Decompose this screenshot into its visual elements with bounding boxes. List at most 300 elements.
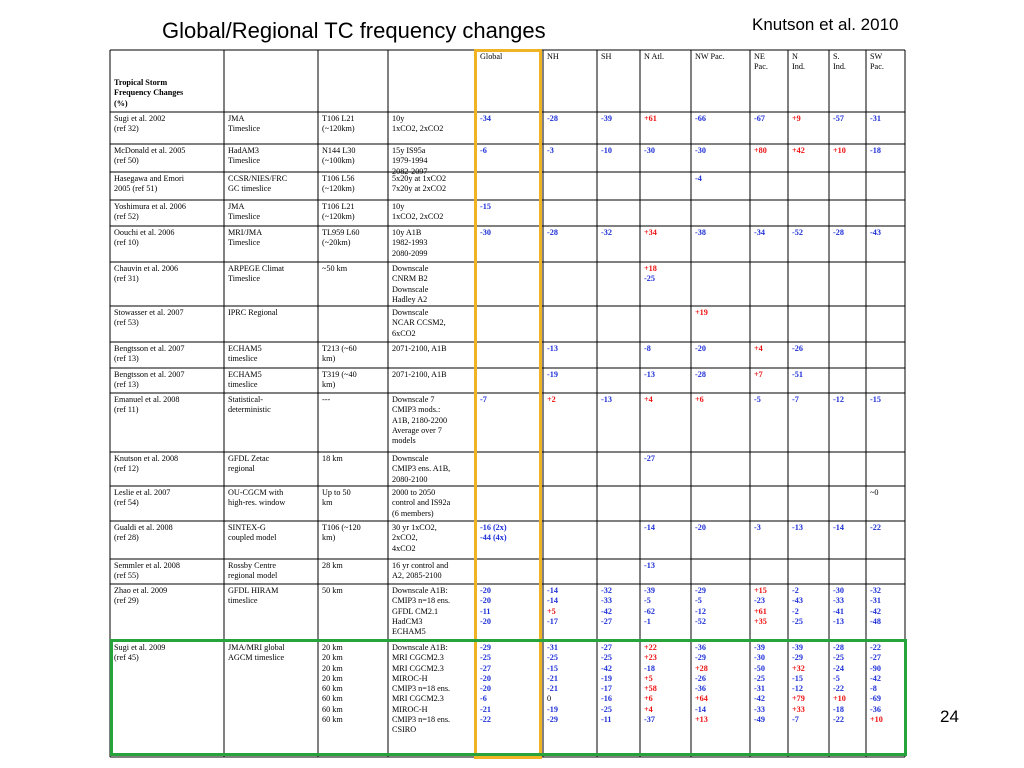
region-header: NW Pac. bbox=[695, 52, 725, 61]
value-cell-line: -31 bbox=[870, 114, 881, 123]
value-cell-line: -29 bbox=[792, 653, 803, 663]
study-cell bbox=[114, 344, 185, 365]
value-cell-line: -18 bbox=[870, 146, 881, 155]
value-cell bbox=[754, 523, 761, 533]
region-header bbox=[870, 52, 884, 73]
value-cell-line: -20 bbox=[480, 616, 491, 626]
study-cell-line: (ref 12) bbox=[114, 464, 139, 474]
value-cell bbox=[792, 146, 805, 156]
experiment-cell-line: CMIP3 n=18 ens. bbox=[392, 596, 451, 606]
resolution-cell-line: T106 L21 bbox=[322, 114, 355, 123]
value-cell-line: -5 bbox=[833, 673, 840, 683]
value-cell-line: 0 bbox=[547, 694, 552, 704]
study-cell-line: Knutson et al. 2008 bbox=[114, 454, 179, 463]
model-cell-line: high-res. window bbox=[228, 498, 286, 508]
study-cell-line: (ref 29) bbox=[114, 596, 139, 606]
region-header bbox=[792, 52, 805, 73]
model-cell-line: GFDL Zetac bbox=[228, 454, 270, 463]
model-cell bbox=[228, 308, 278, 318]
resolution-cell-line: 20 km bbox=[322, 653, 343, 663]
model-cell-line: ARPEGE Climat bbox=[228, 264, 285, 273]
value-cell-line: -31 bbox=[754, 684, 765, 694]
value-cell-line: -19 bbox=[601, 673, 612, 683]
value-cell-line: +61 bbox=[754, 606, 767, 616]
experiment-cell-line: models bbox=[392, 436, 416, 446]
value-cell-line: -8 bbox=[644, 344, 651, 353]
value-cell-line: -42 bbox=[870, 606, 881, 616]
value-cell bbox=[870, 586, 881, 627]
value-cell-line: -27 bbox=[644, 454, 655, 463]
value-cell-line: +18 bbox=[644, 264, 657, 273]
value-cell bbox=[792, 114, 801, 124]
value-cell-line: -25 bbox=[547, 653, 558, 663]
header-label bbox=[114, 78, 183, 109]
experiment-cell bbox=[392, 308, 446, 339]
study-cell-line: Bengtsson et al. 2007 bbox=[114, 370, 185, 379]
resolution-cell-line: km) bbox=[322, 354, 336, 364]
value-cell-line: +4 bbox=[754, 344, 763, 353]
model-cell bbox=[228, 114, 260, 135]
value-cell bbox=[644, 264, 657, 285]
study-cell-line: (ref 52) bbox=[114, 212, 139, 222]
study-cell-line: Sugi et al. 2009 bbox=[114, 643, 166, 652]
value-cell-line: -69 bbox=[870, 694, 881, 704]
model-cell bbox=[228, 488, 285, 509]
value-cell-line: +10 bbox=[833, 146, 846, 155]
model-cell-line: IPRC Regional bbox=[228, 308, 278, 317]
value-cell-line: -20 bbox=[480, 673, 491, 683]
value-cell-line: -22 bbox=[833, 684, 844, 694]
experiment-cell-line: Downscale bbox=[392, 264, 429, 273]
value-cell-line: -25 bbox=[601, 704, 612, 714]
value-cell bbox=[833, 523, 844, 533]
value-cell-line: -13 bbox=[644, 370, 655, 379]
value-cell-line: +4 bbox=[644, 395, 653, 404]
region-header-line: Ind. bbox=[792, 62, 805, 72]
study-cell-line: McDonald et al. 2005 bbox=[114, 146, 186, 155]
experiment-cell-line: 4xCO2 bbox=[392, 543, 416, 553]
value-cell-line: -39 bbox=[792, 643, 803, 652]
resolution-cell-line: Up to 50 bbox=[322, 488, 351, 497]
resolution-cell-line: km bbox=[322, 498, 333, 508]
experiment-cell-line: 30 yr 1xCO2, bbox=[392, 523, 437, 532]
value-cell-line: -18 bbox=[833, 704, 844, 714]
value-cell-line: -21 bbox=[547, 684, 558, 694]
value-cell bbox=[547, 370, 558, 380]
value-cell-line: -33 bbox=[754, 704, 765, 714]
model-cell-line: JMA bbox=[228, 202, 245, 211]
value-cell-line: -13 bbox=[547, 344, 558, 353]
value-cell bbox=[547, 228, 558, 238]
experiment-cell-line: GFDL CM2.1 bbox=[392, 606, 439, 616]
resolution-cell-line: (~120km) bbox=[322, 184, 355, 194]
value-cell-line: -42 bbox=[870, 673, 881, 683]
resolution-cell bbox=[322, 146, 355, 167]
value-cell-line: -5 bbox=[644, 596, 651, 606]
study-cell-line: (ref 11) bbox=[114, 405, 139, 415]
value-cell-line: -48 bbox=[870, 616, 881, 626]
experiment-cell-line: Average over 7 bbox=[392, 425, 442, 435]
value-cell-line: -7 bbox=[792, 395, 799, 404]
study-cell-line: Yoshimura et al. 2006 bbox=[114, 202, 186, 211]
experiment-cell-line: ECHAM5 bbox=[392, 627, 426, 637]
value-cell bbox=[754, 146, 767, 156]
value-cell bbox=[601, 395, 612, 405]
value-cell-line: -15 bbox=[547, 663, 558, 673]
resolution-cell bbox=[322, 586, 343, 596]
value-cell-line: -22 bbox=[870, 523, 881, 532]
value-cell-line: -13 bbox=[833, 616, 844, 626]
resolution-cell-line: 20 km bbox=[322, 673, 343, 683]
value-cell-line: -14 bbox=[695, 704, 706, 714]
value-cell-line: -14 bbox=[833, 523, 844, 532]
experiment-cell bbox=[392, 523, 437, 554]
experiment-cell-line: 2071-2100, A1B bbox=[392, 370, 447, 379]
value-cell-line: +34 bbox=[644, 228, 657, 237]
value-cell-line: -62 bbox=[644, 606, 655, 616]
study-cell-line: (ref 28) bbox=[114, 533, 139, 543]
value-cell bbox=[792, 395, 799, 405]
region-header-line: Ind. bbox=[833, 62, 846, 72]
experiment-cell-line: 1982-1993 bbox=[392, 238, 428, 248]
value-cell-line: -32 bbox=[870, 586, 881, 595]
resolution-cell-line: 28 km bbox=[322, 561, 343, 570]
study-cell-line: (ref 13) bbox=[114, 380, 139, 390]
model-cell-line: Statistical- bbox=[228, 395, 264, 404]
resolution-cell bbox=[322, 561, 343, 571]
value-cell-line: -27 bbox=[601, 643, 612, 652]
study-cell bbox=[114, 488, 170, 509]
value-cell-line: -28 bbox=[833, 228, 844, 237]
experiment-cell-line: Downscale A1B: bbox=[392, 586, 448, 595]
value-cell-line: +13 bbox=[695, 715, 708, 725]
value-cell bbox=[695, 146, 706, 156]
value-cell-line: +28 bbox=[695, 663, 708, 673]
experiment-cell-line: 15y IS95a bbox=[392, 146, 426, 155]
value-cell-line: +80 bbox=[754, 146, 767, 155]
experiment-cell-line: A1B, 2180-2200 bbox=[392, 415, 448, 425]
value-cell-line: -14 bbox=[547, 596, 558, 606]
value-cell-line: +15 bbox=[754, 586, 767, 595]
resolution-cell-line: T213 (~60 bbox=[322, 344, 357, 353]
study-cell-line: (ref 54) bbox=[114, 498, 139, 508]
value-cell-line: -19 bbox=[547, 370, 558, 379]
experiment-cell-line: 1xCO2, 2xCO2 bbox=[392, 124, 444, 134]
study-cell-line: 2005 (ref 51) bbox=[114, 184, 158, 194]
region-header: NH bbox=[547, 52, 559, 61]
study-cell-line: Chauvin et al. 2006 bbox=[114, 264, 179, 273]
resolution-cell bbox=[322, 488, 351, 509]
region-header-line: Pac. bbox=[870, 62, 884, 72]
region-header: Global bbox=[480, 52, 503, 61]
value-cell-line: -5 bbox=[695, 596, 702, 606]
study-cell bbox=[114, 586, 167, 607]
value-cell-line: -2 bbox=[792, 606, 799, 616]
value-cell-line: -28 bbox=[833, 643, 844, 652]
value-cell-line: -36 bbox=[695, 643, 706, 652]
experiment-cell-line: CNRM B2 bbox=[392, 274, 428, 284]
value-cell-line: -12 bbox=[695, 606, 706, 616]
value-cell-line: -25 bbox=[833, 653, 844, 663]
value-cell-line: -28 bbox=[695, 370, 706, 379]
resolution-cell bbox=[322, 264, 347, 274]
study-cell bbox=[114, 561, 180, 582]
resolution-cell bbox=[322, 395, 330, 405]
value-cell-line: -26 bbox=[792, 344, 803, 353]
value-cell-line: -25 bbox=[644, 274, 655, 284]
experiment-cell-line: Downscale 7 bbox=[392, 395, 435, 404]
value-cell bbox=[870, 228, 881, 238]
study-cell-line: Semmler et al. 2008 bbox=[114, 561, 180, 570]
value-cell bbox=[695, 174, 702, 184]
value-cell-line: -13 bbox=[644, 561, 655, 570]
experiment-cell-line: 2082-2097 bbox=[392, 166, 428, 176]
value-cell-line: -36 bbox=[870, 704, 881, 714]
value-cell-line: -39 bbox=[754, 643, 765, 652]
experiment-cell-line: 1979-1994 bbox=[392, 156, 428, 166]
value-cell bbox=[644, 523, 655, 533]
model-cell-line: deterministic bbox=[228, 405, 271, 415]
value-cell-line: +61 bbox=[644, 114, 657, 123]
region-header-line: NE bbox=[754, 52, 765, 61]
value-cell bbox=[754, 344, 763, 354]
value-cell bbox=[644, 114, 657, 124]
value-cell-line: -29 bbox=[695, 586, 706, 595]
resolution-cell-line: 60 km bbox=[322, 715, 343, 725]
value-cell-line: -25 bbox=[480, 653, 491, 663]
experiment-cell-line: 6xCO2 bbox=[392, 328, 416, 338]
value-cell-line: +9 bbox=[792, 114, 801, 123]
experiment-cell-line: Downscale A1B: bbox=[392, 643, 448, 652]
experiment-cell bbox=[392, 454, 450, 485]
value-cell-line: -20 bbox=[480, 596, 491, 606]
value-cell-line: +6 bbox=[695, 395, 704, 404]
value-cell-line: +6 bbox=[644, 694, 653, 704]
value-cell-line: -27 bbox=[870, 653, 881, 663]
model-cell-line: regional model bbox=[228, 571, 278, 581]
value-cell-line: -52 bbox=[792, 228, 803, 237]
model-cell bbox=[228, 395, 271, 416]
value-cell-line: +7 bbox=[754, 370, 763, 379]
resolution-cell-line: 60 km bbox=[322, 704, 343, 714]
value-cell-line: +32 bbox=[792, 663, 805, 673]
value-cell-line: +19 bbox=[695, 308, 708, 317]
resolution-cell-line: (~120km) bbox=[322, 212, 355, 222]
value-cell-line: -42 bbox=[754, 694, 765, 704]
value-cell-line: +58 bbox=[644, 684, 657, 694]
value-cell-line: -31 bbox=[870, 596, 881, 606]
experiment-cell-line: A2, 2085-2100 bbox=[392, 571, 442, 581]
value-cell-line: -42 bbox=[601, 663, 612, 673]
experiment-cell bbox=[392, 586, 450, 637]
study-cell bbox=[114, 395, 179, 416]
experiment-cell-line: MRI CGCM2.3 bbox=[392, 653, 444, 663]
resolution-cell-line: --- bbox=[322, 395, 331, 404]
study-cell bbox=[114, 146, 185, 167]
study-cell bbox=[114, 523, 173, 544]
model-cell-line: timeslice bbox=[228, 596, 258, 606]
value-cell-line: -50 bbox=[754, 663, 765, 673]
experiment-cell-line: (6 members) bbox=[392, 508, 434, 518]
resolution-cell-line: (~120km) bbox=[322, 124, 355, 134]
value-cell bbox=[754, 114, 765, 124]
value-cell-line: -17 bbox=[547, 616, 558, 626]
experiment-cell-line: control and IS92a bbox=[392, 498, 451, 508]
value-cell-line: -13 bbox=[792, 523, 803, 532]
value-cell-line: -15 bbox=[480, 202, 491, 211]
value-cell bbox=[833, 586, 844, 627]
value-cell-line: -43 bbox=[870, 228, 881, 237]
value-cell bbox=[695, 228, 706, 238]
experiment-cell-line: CMIP3 ens. A1B, bbox=[392, 464, 451, 474]
resolution-cell bbox=[322, 344, 357, 365]
value-cell-line: -51 bbox=[792, 370, 803, 379]
value-cell-line: -23 bbox=[754, 596, 765, 606]
model-cell bbox=[228, 228, 262, 249]
value-cell bbox=[792, 370, 803, 380]
value-cell-line: -30 bbox=[480, 228, 491, 237]
study-cell-line: Stowasser et al. 2007 bbox=[114, 308, 184, 317]
value-cell-line: -90 bbox=[870, 663, 881, 673]
value-cell-line: -57 bbox=[833, 114, 844, 123]
value-cell-line: -42 bbox=[601, 606, 612, 616]
region-header-line: S. bbox=[833, 52, 840, 61]
study-cell-line: Leslie et al. 2007 bbox=[114, 488, 171, 497]
value-cell bbox=[644, 228, 657, 238]
experiment-cell-line: 5x20y at 1xCO2 bbox=[392, 174, 447, 183]
value-cell bbox=[833, 114, 844, 124]
region-header bbox=[833, 52, 846, 73]
experiment-cell bbox=[392, 344, 447, 354]
resolution-cell-line: T106 L21 bbox=[322, 202, 355, 211]
resolution-cell-line: km) bbox=[322, 533, 336, 543]
value-cell-line: -28 bbox=[547, 114, 558, 123]
experiment-cell bbox=[392, 488, 450, 519]
value-cell bbox=[792, 344, 803, 354]
resolution-cell-line: ~50 km bbox=[322, 264, 348, 273]
value-cell bbox=[601, 146, 612, 156]
value-cell-line: -21 bbox=[547, 673, 558, 683]
resolution-cell-line: TL959 L60 bbox=[322, 228, 360, 237]
resolution-cell-line: T106 L56 bbox=[322, 174, 355, 183]
value-cell-line: -49 bbox=[754, 715, 765, 725]
study-cell-line: Oouchi et al. 2006 bbox=[114, 228, 175, 237]
header-label-line: Tropical Storm bbox=[114, 78, 168, 87]
value-cell bbox=[644, 370, 655, 380]
model-cell-line: GFDL HIRAM bbox=[228, 586, 279, 595]
value-cell-line: -52 bbox=[695, 616, 706, 626]
resolution-cell bbox=[322, 454, 343, 464]
experiment-cell-line: Downscale bbox=[392, 284, 429, 294]
resolution-cell bbox=[322, 114, 355, 135]
value-cell-line: -16 (2x) bbox=[480, 523, 507, 532]
resolution-cell-line: km) bbox=[322, 380, 336, 390]
resolution-cell bbox=[322, 523, 361, 544]
resolution-cell-line: 20 km bbox=[322, 663, 343, 673]
value-cell-line: -31 bbox=[547, 643, 558, 652]
model-cell-line: OU-CGCM with bbox=[228, 488, 284, 497]
value-cell-line: +64 bbox=[695, 694, 708, 704]
value-cell-line: -20 bbox=[695, 344, 706, 353]
value-cell-line: -36 bbox=[695, 684, 706, 694]
model-cell bbox=[228, 561, 277, 582]
study-cell bbox=[114, 202, 186, 223]
value-cell-line: -4 bbox=[695, 174, 702, 183]
experiment-cell-line: 1xCO2, 2xCO2 bbox=[392, 212, 444, 222]
value-cell-line: -2 bbox=[792, 586, 799, 595]
model-cell-line: ECHAM5 bbox=[228, 370, 262, 379]
model-cell bbox=[228, 174, 287, 195]
value-cell bbox=[870, 523, 881, 533]
value-cell-line: +10 bbox=[833, 694, 846, 704]
model-cell-line: timeslice bbox=[228, 354, 258, 364]
study-cell-line: (ref 31) bbox=[114, 274, 139, 284]
model-cell bbox=[228, 370, 262, 391]
model-cell bbox=[228, 202, 260, 223]
value-cell bbox=[695, 370, 706, 380]
value-cell bbox=[644, 344, 651, 354]
resolution-cell-line: T106 (~120 bbox=[322, 523, 361, 532]
study-cell bbox=[114, 308, 184, 329]
model-cell-line: JMA/MRI global bbox=[228, 643, 285, 652]
experiment-cell bbox=[392, 146, 427, 177]
experiment-cell-line: MIROC-H bbox=[392, 704, 428, 714]
resolution-cell-line: (~100km) bbox=[322, 156, 355, 166]
experiment-cell-line: 7x20y at 2xCO2 bbox=[392, 184, 447, 194]
value-cell-line: -26 bbox=[695, 673, 706, 683]
value-cell-line: -24 bbox=[833, 663, 844, 673]
value-cell-line: +33 bbox=[792, 704, 805, 714]
resolution-cell-line: 18 km bbox=[322, 454, 343, 463]
value-cell-line: -7 bbox=[480, 395, 487, 404]
resolution-cell-line: 60 km bbox=[322, 694, 343, 704]
value-cell-line: -15 bbox=[792, 673, 803, 683]
experiment-cell-line: HadCM3 bbox=[392, 616, 423, 626]
value-cell-line: +42 bbox=[792, 146, 805, 155]
value-cell bbox=[792, 228, 803, 238]
value-cell-line: -8 bbox=[870, 684, 877, 694]
value-cell bbox=[695, 586, 706, 627]
value-cell bbox=[695, 523, 706, 533]
region-header bbox=[754, 52, 768, 73]
experiment-cell-line: CMIP3 n=18 ens. bbox=[392, 715, 451, 725]
model-cell-line: HadAM3 bbox=[228, 146, 259, 155]
value-cell-line: -18 bbox=[644, 663, 655, 673]
region-header: SH bbox=[601, 52, 612, 61]
value-cell bbox=[547, 344, 558, 354]
resolution-cell bbox=[322, 174, 355, 195]
value-cell-line: -22 bbox=[480, 715, 491, 725]
value-cell bbox=[644, 586, 655, 627]
value-cell-line: -17 bbox=[601, 684, 612, 694]
resolution-cell-line: 20 km bbox=[322, 643, 343, 652]
model-cell-line: Timeslice bbox=[228, 238, 260, 248]
value-cell bbox=[644, 454, 655, 464]
study-cell-line: (ref 45) bbox=[114, 653, 139, 663]
value-cell-line: -25 bbox=[754, 673, 765, 683]
value-cell-line: -29 bbox=[480, 643, 491, 652]
value-cell-line: -15 bbox=[870, 395, 881, 404]
value-cell-line: -7 bbox=[792, 715, 799, 725]
experiment-cell-line: NCAR CCSM2, bbox=[392, 318, 446, 328]
value-cell-line: -10 bbox=[601, 146, 612, 155]
experiment-cell-line: Downscale bbox=[392, 308, 429, 317]
resolution-cell-line: (~20km) bbox=[322, 238, 351, 248]
value-cell-line: -30 bbox=[754, 653, 765, 663]
value-cell bbox=[601, 586, 612, 627]
value-cell bbox=[833, 146, 846, 156]
study-cell-line: Bengtsson et al. 2007 bbox=[114, 344, 185, 353]
